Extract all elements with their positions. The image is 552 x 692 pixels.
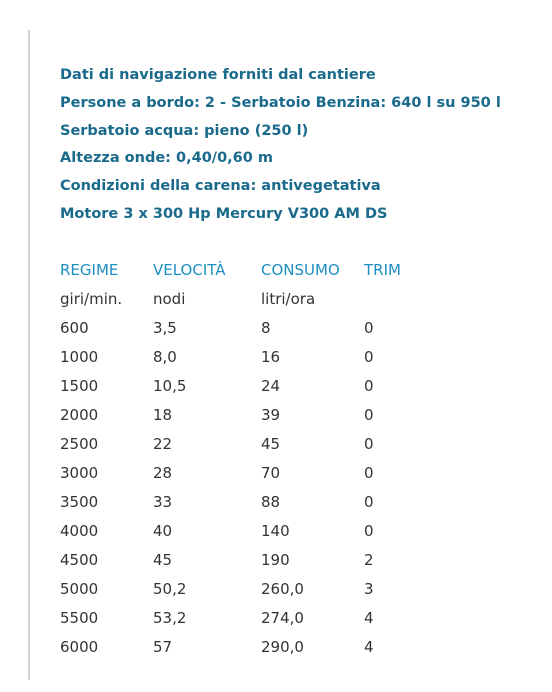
table-units-row <box>60 285 404 314</box>
cell-consumo: 70 <box>261 464 281 482</box>
cell-regime: 600 <box>60 319 89 337</box>
cell-velocita: 57 <box>153 638 173 656</box>
unit-consumo: litri/ora <box>261 290 316 308</box>
table-row <box>60 575 404 604</box>
info-title: Dati di navigazione forniti dal cantiere <box>60 67 376 83</box>
cell-velocita: 50,2 <box>153 580 187 598</box>
cell-regime: 2500 <box>60 435 99 453</box>
table-row <box>60 343 404 372</box>
cell-velocita: 28 <box>153 464 173 482</box>
cell-trim: 0 <box>364 406 374 424</box>
cell-velocita: 18 <box>153 406 173 424</box>
cell-consumo: 290,0 <box>261 638 304 656</box>
navigation-info-block <box>60 62 552 229</box>
table-row <box>60 517 404 546</box>
cell-regime: 4000 <box>60 522 99 540</box>
cell-trim: 0 <box>364 464 374 482</box>
cell-trim: 2 <box>364 551 374 569</box>
table-row <box>60 430 404 459</box>
cell-regime: 1000 <box>60 348 99 366</box>
table-row <box>60 633 404 662</box>
cell-regime: 5500 <box>60 609 99 627</box>
cell-trim: 4 <box>364 638 374 656</box>
info-water-tank: Serbatoio acqua: pieno (250 l) <box>60 122 309 139</box>
cell-velocita: 53,2 <box>153 609 187 627</box>
cell-consumo: 88 <box>261 493 281 511</box>
cell-regime: 1500 <box>60 377 99 395</box>
unit-velocita: nodi <box>153 290 186 308</box>
cell-trim: 3 <box>364 580 374 598</box>
cell-regime: 3500 <box>60 493 99 511</box>
cell-consumo: 260,0 <box>261 580 304 598</box>
cell-consumo: 16 <box>261 348 281 366</box>
table-body <box>60 314 404 662</box>
table-row <box>60 604 404 633</box>
column-header-trim: TRIM <box>364 261 401 279</box>
cell-regime: 6000 <box>60 638 99 656</box>
cell-trim: 0 <box>364 377 374 395</box>
cell-consumo: 190 <box>261 551 290 569</box>
cell-trim: 0 <box>364 493 374 511</box>
cell-consumo: 24 <box>261 377 281 395</box>
table-row <box>60 488 404 517</box>
left-vertical-rule <box>28 30 30 680</box>
column-header-consumo: CONSUMO <box>261 261 340 279</box>
unit-regime: giri/min. <box>60 290 123 308</box>
cell-velocita: 40 <box>153 522 173 540</box>
table-row <box>60 314 404 343</box>
table-row <box>60 546 404 575</box>
cell-trim: 0 <box>364 522 374 540</box>
table-row <box>60 372 404 401</box>
cell-velocita: 22 <box>153 435 173 453</box>
info-wave-height: Altezza onde: 0,40/0,60 m <box>60 150 274 167</box>
cell-regime: 2000 <box>60 406 99 424</box>
table-row <box>60 459 404 488</box>
cell-velocita: 33 <box>153 493 173 511</box>
cell-trim: 0 <box>364 319 374 337</box>
info-hull-condition: Condizioni della carena: antivegetativa <box>60 178 381 195</box>
cell-consumo: 45 <box>261 435 281 453</box>
cell-regime: 4500 <box>60 551 99 569</box>
cell-consumo: 140 <box>261 522 290 540</box>
table-row <box>60 401 404 430</box>
column-header-velocita: VELOCITÀ <box>153 261 226 279</box>
cell-trim: 0 <box>364 435 374 453</box>
cell-consumo: 8 <box>261 319 271 337</box>
cell-consumo: 274,0 <box>261 609 304 627</box>
info-persons-fuel: Persone a bordo: 2 - Serbatoio Benzina: 640 l su 950 l <box>60 94 501 111</box>
cell-velocita: 8,0 <box>153 348 177 366</box>
cell-trim: 4 <box>364 609 374 627</box>
cell-velocita: 3,5 <box>153 319 177 337</box>
cell-regime: 3000 <box>60 464 99 482</box>
cell-trim: 0 <box>364 348 374 366</box>
performance-table <box>60 256 404 662</box>
cell-consumo: 39 <box>261 406 281 424</box>
cell-regime: 5000 <box>60 580 99 598</box>
table-header-row <box>60 256 404 285</box>
cell-velocita: 10,5 <box>153 377 187 395</box>
cell-velocita: 45 <box>153 551 173 569</box>
column-header-regime: REGIME <box>60 261 119 279</box>
info-engine: Motore 3 x 300 Hp Mercury V300 AM DS <box>60 205 388 222</box>
